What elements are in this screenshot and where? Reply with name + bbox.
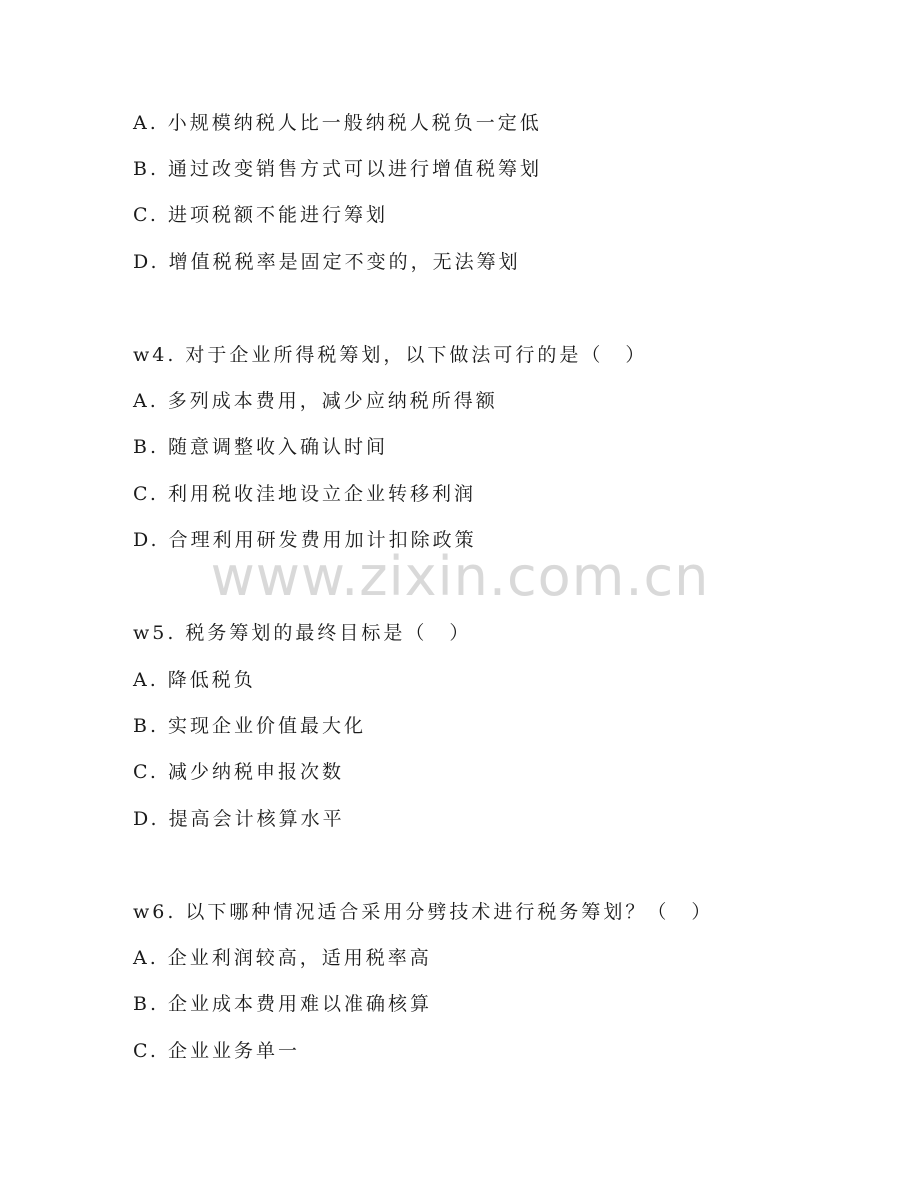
option-d: D. 合理利用研发费用加计扣除政策	[133, 529, 477, 551]
option-b: B. 随意调整收入确认时间	[133, 436, 389, 458]
option-b: B. 实现企业价值最大化	[133, 715, 367, 737]
option-a: A. 小规模纳税人比一般纳税人税负一定低	[133, 112, 542, 134]
option-a: A. 降低税负	[133, 669, 256, 691]
question-w4: w4. 对于企业所得税筹划，以下做法可行的是（ ）	[133, 344, 648, 366]
option-c: C. 企业业务单一	[133, 1040, 300, 1062]
option-a: A. 多列成本费用，减少应纳税所得额	[133, 390, 498, 412]
option-c: C. 进项税额不能进行筹划	[133, 204, 388, 226]
option-d: D. 提高会计核算水平	[133, 808, 345, 830]
option-d: D. 增值税税率是固定不变的，无法筹划	[133, 251, 521, 273]
option-a: A. 企业利润较高，适用税率高	[133, 947, 432, 969]
option-b: B. 企业成本费用难以准确核算	[133, 993, 433, 1015]
option-b: B. 通过改变销售方式可以进行增值税筹划	[133, 158, 543, 180]
question-w6: w6. 以下哪种情况适合采用分劈技术进行税务筹划？（ ）	[133, 901, 714, 923]
option-c: C. 减少纳税申报次数	[133, 761, 344, 783]
question-w5: w5. 税务筹划的最终目标是（ ）	[133, 622, 472, 644]
option-c: C. 利用税收洼地设立企业转移利润	[133, 483, 476, 505]
watermark: www.zixin.com.cn	[210, 545, 710, 608]
